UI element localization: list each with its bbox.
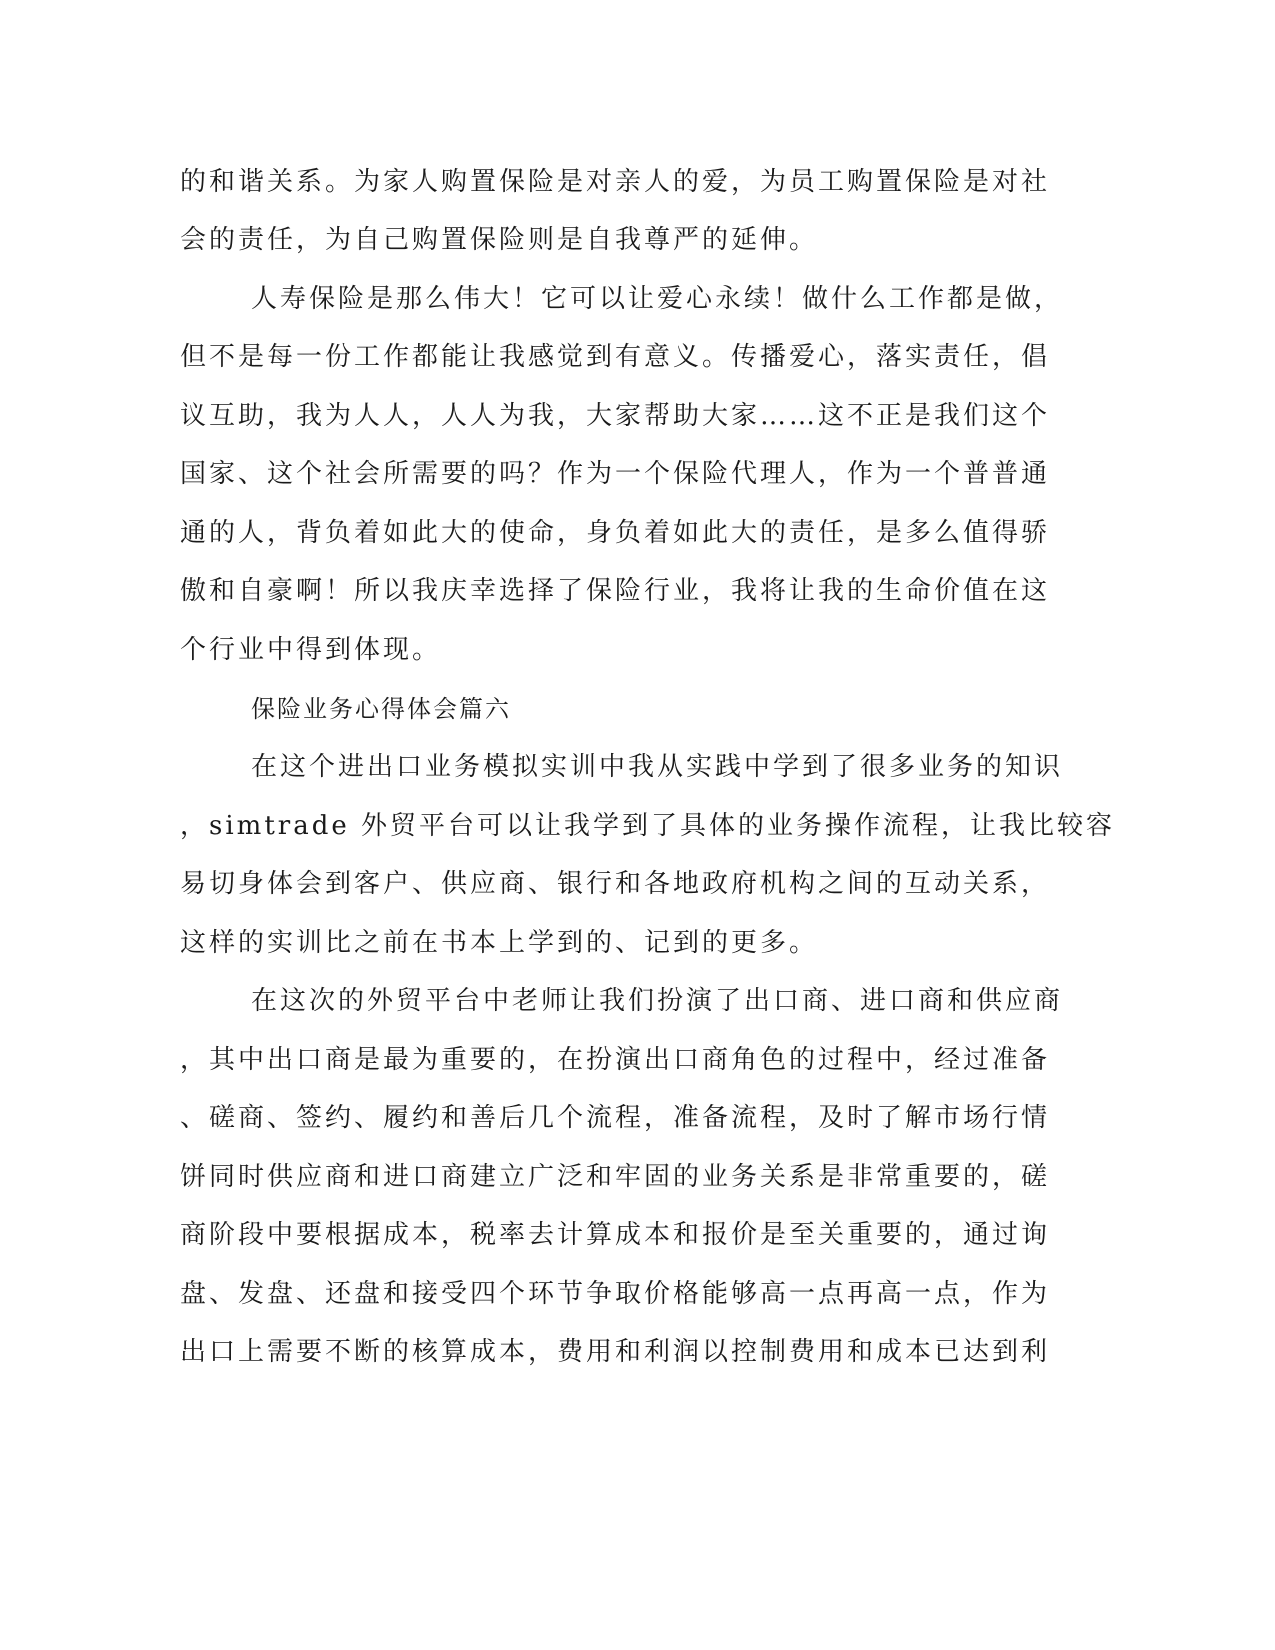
text-line: 会的责任，为自己购置保险则是自我尊严的延伸。: [180, 225, 819, 255]
text-line: ，其中出口商是最为重要的，在扮演出口商角色的过程中，经过准备: [180, 1045, 1051, 1075]
text-line: 个行业中得到体现。: [180, 635, 442, 665]
text-line: 在这次的外贸平台中老师让我们扮演了出口商、进口商和供应商: [251, 986, 1064, 1016]
text-line: ，simtrade 外贸平台可以让我学到了具体的业务操作流程，让我比较容: [180, 811, 1115, 841]
text-line: 饼同时供应商和进口商建立广泛和牢固的业务关系是非常重要的，磋: [180, 1162, 1051, 1192]
text-line: 通的人，背负着如此大的使命，身负着如此大的责任，是多么值得骄: [180, 518, 1051, 548]
text-line: 议互助，我为人人，人人为我，大家帮助大家……这不正是我们这个: [180, 401, 1051, 431]
text-line: 出口上需要不断的核算成本，费用和利润以控制费用和成本已达到利: [180, 1337, 1051, 1367]
text-line: 易切身体会到客户、供应商、银行和各地政府机构之间的互动关系，: [180, 869, 1051, 899]
text-line: 人寿保险是那么伟大！它可以让爱心永续！做什么工作都是做，: [251, 284, 1064, 314]
text-line: 的和谐关系。为家人购置保险是对亲人的爱，为员工购置保险是对社: [180, 167, 1051, 197]
section-heading: 保险业务心得体会篇六: [251, 695, 511, 723]
text-line: 盘、发盘、还盘和接受四个环节争取价格能够高一点再高一点，作为: [180, 1279, 1051, 1309]
text-line: 但不是每一份工作都能让我感觉到有意义。传播爱心，落实责任，倡: [180, 342, 1051, 372]
text-line: 这样的实训比之前在书本上学到的、记到的更多。: [180, 928, 819, 958]
text-line: 傲和自豪啊！所以我庆幸选择了保险行业，我将让我的生命价值在这: [180, 576, 1051, 606]
text-line: 国家、这个社会所需要的吗？作为一个保险代理人，作为一个普普通: [180, 459, 1051, 489]
text-line: 商阶段中要根据成本，税率去计算成本和报价是至关重要的，通过询: [180, 1220, 1051, 1250]
text-line: 在这个进出口业务模拟实训中我从实践中学到了很多业务的知识: [251, 752, 1064, 782]
text-line: 、磋商、签约、履约和善后几个流程，准备流程，及时了解市场行情: [180, 1103, 1051, 1133]
